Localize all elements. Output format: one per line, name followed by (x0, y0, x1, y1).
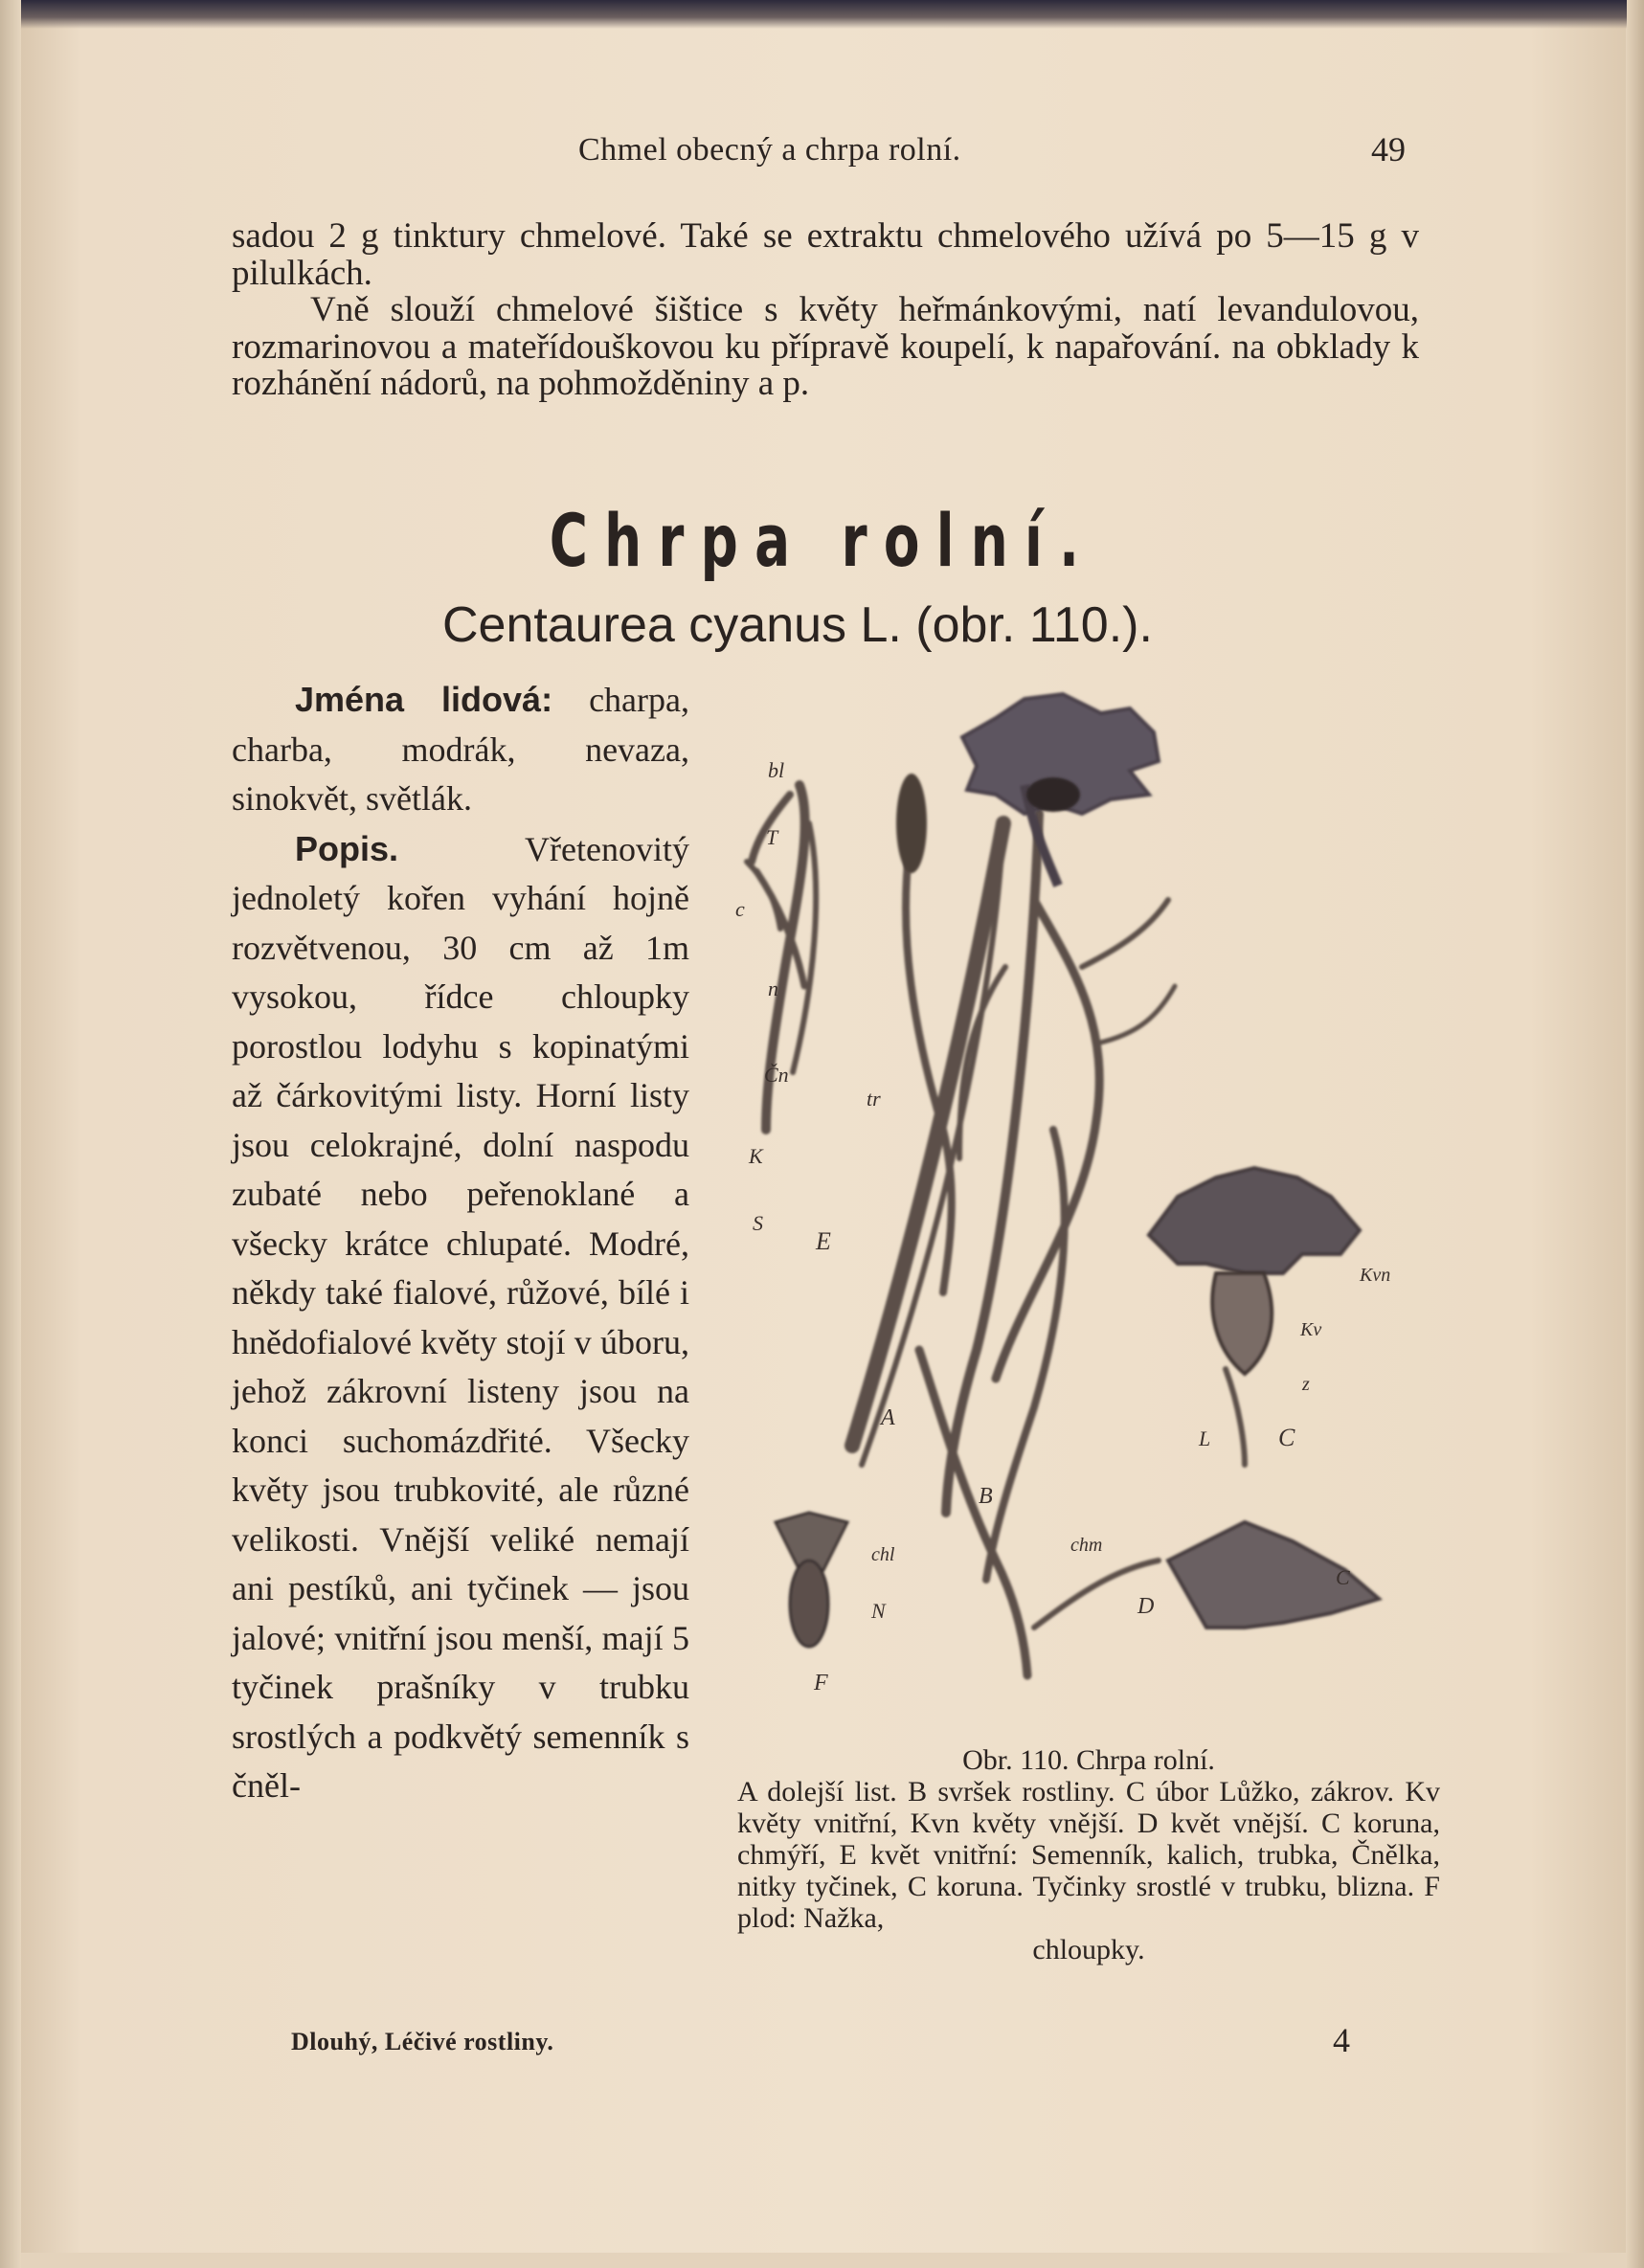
article-title: Chrpa rolní. (549, 498, 1096, 583)
figure-caption (737, 1744, 1440, 1965)
label-N: N (871, 1599, 886, 1623)
intro-paragraph-2: Vně slouží chmelové šištice s květy heřmánkovými, natí levandulovou, rozmarinovou a mateřídouškovou ku přípravě koupelí, k napařování. na obklady k rozhánění nádorů, na pohmožděniny a p. (232, 290, 1419, 403)
label-C-outer: C (1336, 1565, 1350, 1589)
label-F: F (814, 1671, 828, 1695)
page-number: 49 (1371, 130, 1406, 168)
label-n: n (768, 977, 778, 1000)
label-S: S (753, 1211, 763, 1235)
label-Kv: Kv (1300, 1319, 1322, 1340)
article-body (232, 675, 689, 1811)
label-tr: tr (867, 1087, 881, 1111)
names-text: charpa, charba, modrák, nevaza, sinokvět, světlák. (232, 681, 689, 818)
scan-right-edge (1627, 0, 1644, 2268)
names-label: Jména lidová: (295, 680, 553, 719)
label-A: A (881, 1405, 895, 1430)
label-C-flower: C (1278, 1424, 1295, 1451)
intro-text (232, 218, 1419, 403)
label-c: c (735, 897, 745, 921)
intro-paragraph-1: sadou 2 g tinktury chmelové. Také se extraktu chmelového užívá po 5—15 g v pilulkách. (232, 216, 1419, 293)
article-subtitle: Centaurea cyanus L. (obr. 110.). (442, 597, 1153, 653)
label-T: T (766, 825, 778, 849)
scan-top-edge (0, 0, 1644, 29)
cornflower-illustration (709, 680, 1455, 1714)
names-paragraph (232, 675, 689, 824)
label-E: E (816, 1227, 831, 1255)
caption-text: A dolejší list. B svršek rostliny. C úbor Lůžko, zákrov. Kv květy vnitřní, Kvn květy vnější. D květ vnější. C koruna, chmýří, E květ vnitřní: Semenník, kalich, trubka, Čnělka, nitky tyčinek, C koruna. Tyčinky srostlé v trubku, blizna. F plod: Nažka, (737, 1776, 1440, 1934)
label-chm: chm (1070, 1535, 1103, 1556)
caption-title: Obr. 110. Chrpa rolní. (962, 1744, 1215, 1776)
label-K: K (749, 1144, 763, 1168)
label-B: B (979, 1484, 993, 1509)
description-paragraph (232, 824, 689, 1811)
label-D: D (1137, 1594, 1155, 1619)
description-label: Popis. (295, 828, 399, 868)
caption-end: chloupky. (1032, 1934, 1145, 1965)
scan-left-edge (0, 0, 21, 2268)
label-z: z (1302, 1374, 1310, 1395)
running-head: Chmel obecný a chrpa rolní. (578, 132, 961, 168)
label-bl: bl (768, 758, 785, 782)
label-chl: chl (871, 1544, 895, 1565)
description-text: Vřetenovitý jednoletý kořen vyhání hojně rozvětvenou, 30 cm až 1m vysokou, řídce chloupky porostlou lodyhu s kopinatými až čárkovitými listy. Horní listy jsou celokrajné, dolní naspodu zubaté nebo peřenoklané a všecky krátce chlupaté. Modré, někdy také fialové, růžové, bílé i hnědofialové květy stojí v úboru, jehož zákrovní listeny jsou na konci suchomázdřité. Všecky květy jsou trubkovité, ale různé velikosti. Vnější veliké nemají ani pestíků, ani tyčinek — jsou jalové; vnitřní jsou menší, mají 5 tyčinek prašníky v trubku srostlých a podkvětý semenník s čněl- (232, 829, 689, 1805)
label-cn: Čn (764, 1063, 789, 1087)
label-L: L (1199, 1426, 1211, 1450)
book-footer: Dlouhý, Léčivé rostliny. (291, 2028, 554, 2055)
signature-mark: 4 (1333, 2021, 1350, 2059)
label-Kvn: Kvn (1360, 1265, 1391, 1286)
